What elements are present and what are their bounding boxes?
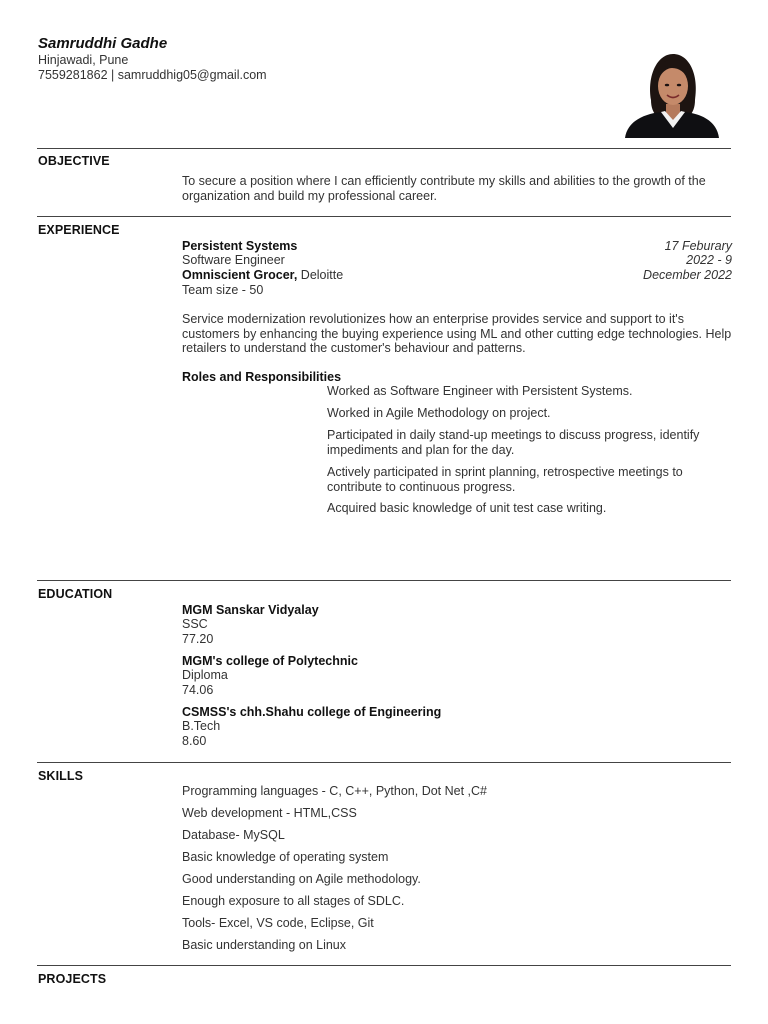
profile-photo	[623, 48, 721, 138]
score: 8.60	[182, 734, 207, 748]
score: 77.20	[182, 632, 214, 646]
degree: SSC	[182, 617, 208, 631]
project-line	[182, 268, 343, 283]
date-line-3: December 2022	[643, 268, 732, 282]
candidate-name: Samruddhi Gadhe	[38, 35, 168, 52]
contact-line: 7559281862 | samruddhig05@gmail.com	[38, 68, 267, 82]
job-role: Software Engineer	[182, 253, 285, 267]
section-heading-projects: PROJECTS	[38, 972, 107, 986]
role-item: Actively participated in sprint planning, retrospective meetings to contribute to continuous progress.	[327, 465, 683, 494]
date-line-1: 17 Feburary	[664, 239, 732, 253]
score: 74.06	[182, 683, 214, 697]
school-name: CSMSS's chh.Shahu college of Engineering	[182, 705, 442, 719]
section-heading-objective: OBJECTIVE	[38, 154, 110, 168]
section-heading-experience: EXPERIENCE	[38, 223, 120, 237]
skill-item: Enough exposure to all stages of SDLC.	[182, 894, 405, 908]
role-item: Participated in daily stand-up meetings to discuss progress, identify impediments and plan for the day.	[327, 428, 700, 457]
divider-objective	[37, 148, 731, 149]
divider-education	[37, 580, 731, 581]
skill-item: Basic understanding on Linux	[182, 938, 347, 952]
skill-item: Tools- Excel, VS code, Eclipse, Git	[182, 916, 374, 930]
degree: B.Tech	[182, 719, 221, 733]
school-name: MGM's college of Polytechnic	[182, 654, 358, 668]
section-heading-skills: SKILLS	[38, 769, 84, 783]
experience-description: Service modernization revolutionizes how an enterprise provides service and support to it's customers by enhancing the buying experience using ML and other cutting edge technologies. Help retailers to understand the customer's behaviour and patterns.	[182, 312, 732, 355]
skill-item: Database- MySQL	[182, 828, 285, 842]
section-heading-education: EDUCATION	[38, 587, 113, 601]
skill-item: Programming languages - C, C++, Python, Dot Net ,C#	[182, 784, 488, 798]
degree: Diploma	[182, 668, 228, 682]
company-name: Persistent Systems	[182, 239, 298, 253]
role-item: Worked as Software Engineer with Persistent Systems.	[327, 384, 633, 398]
project-client: Deloitte	[297, 268, 344, 282]
role-item: Acquired basic knowledge of unit test case writing.	[327, 501, 607, 515]
divider-skills	[37, 762, 731, 763]
divider-projects	[37, 965, 731, 966]
skill-item: Basic knowledge of operating system	[182, 850, 389, 864]
school-name: MGM Sanskar Vidyalay	[182, 603, 319, 617]
skill-item: Web development - HTML,CSS	[182, 806, 357, 820]
date-line-2: 2022 - 9	[686, 253, 732, 267]
objective-text: To secure a position where I can efficiently contribute my skills and abilities to the growth of the organization and build my professional career.	[182, 174, 706, 203]
team-size: Team size - 50	[182, 283, 264, 297]
divider-experience	[37, 216, 731, 217]
roles-heading: Roles and Responsibilities	[182, 370, 342, 384]
skill-item: Good understanding on Agile methodology.	[182, 872, 421, 886]
location-text: Hinjawadi, Pune	[38, 53, 129, 67]
project-name: Omniscient Grocer,	[182, 268, 298, 282]
role-item: Worked in Agile Methodology on project.	[327, 406, 551, 420]
